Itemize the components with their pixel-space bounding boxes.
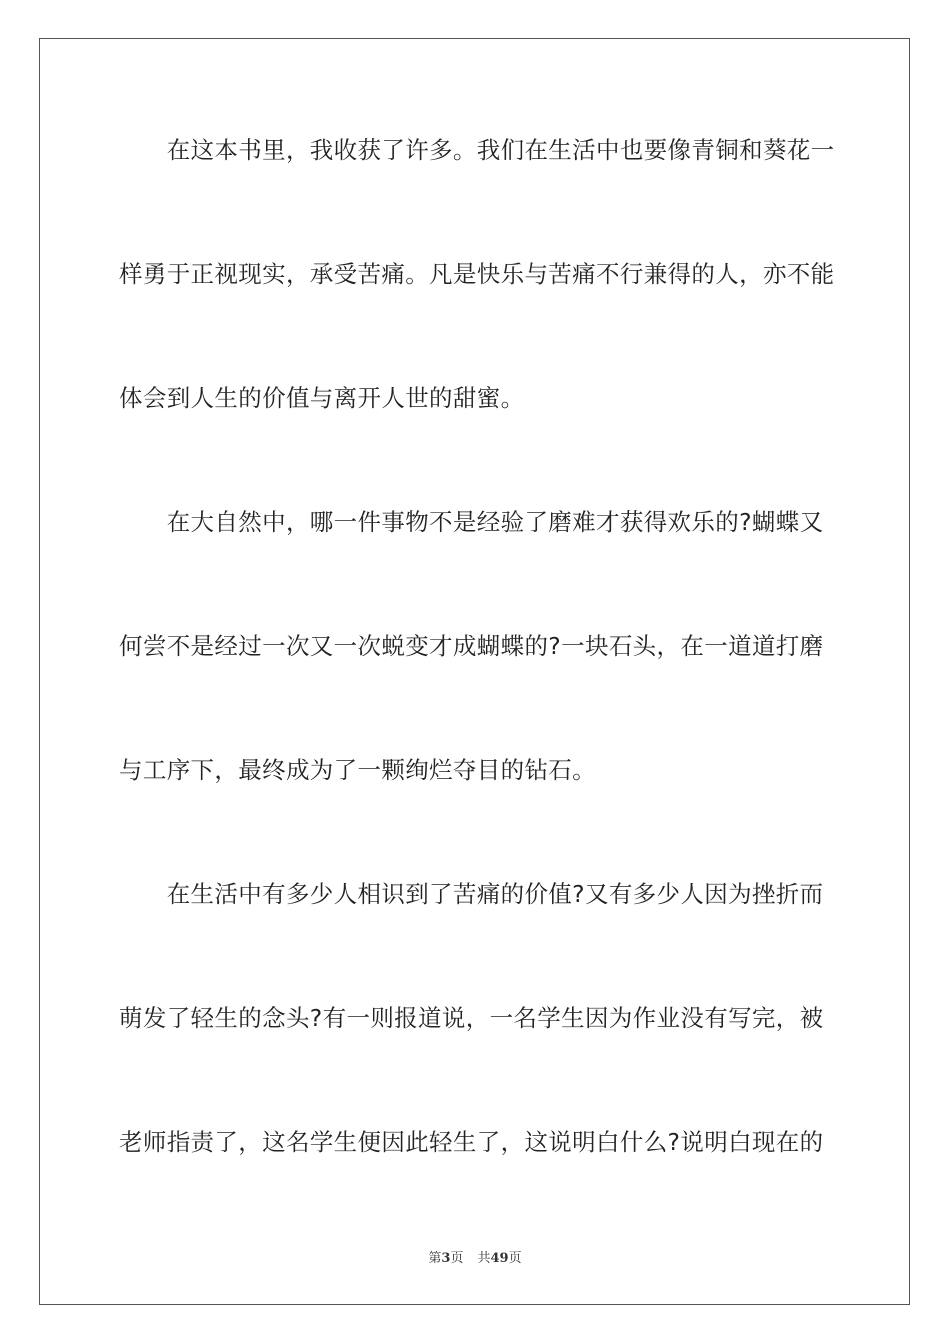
text-line-7: 在生活中有多少人相识到了苦痛的价值?又有多少人因为挫折而 bbox=[119, 880, 824, 908]
page-border bbox=[39, 38, 910, 1305]
page-footer bbox=[0, 1247, 950, 1266]
total-pages: 49 bbox=[490, 1251, 509, 1266]
page-prefix: 第 bbox=[428, 1251, 442, 1266]
text-line-5: 何尝不是经过一次又一次蜕变才成蝴蝶的?一块石头，在一道道打磨 bbox=[119, 632, 824, 660]
text-line-2: 样勇于正视现实，承受苦痛。凡是快乐与苦痛不行兼得的人，亦不能 bbox=[119, 260, 835, 288]
total-prefix: 共 bbox=[477, 1251, 491, 1266]
text-line-4: 在大自然中，哪一件事物不是经验了磨难才获得欢乐的?蝴蝶又 bbox=[119, 508, 824, 536]
page-suffix: 页 bbox=[450, 1251, 464, 1266]
text-line-1: 在这本书里，我收获了许多。我们在生活中也要像青铜和葵花一 bbox=[119, 136, 835, 164]
page-number: 3 bbox=[441, 1251, 451, 1266]
text-line-3: 体会到人生的价值与离开人世的甜蜜。 bbox=[119, 384, 525, 412]
total-suffix: 页 bbox=[508, 1251, 522, 1266]
text-line-9: 老师指责了，这名学生便因此轻生了，这说明白什么?说明白现在的 bbox=[119, 1128, 824, 1156]
text-line-6: 与工序下，最终成为了一颗绚烂夺目的钻石。 bbox=[119, 756, 596, 784]
text-line-8: 萌发了轻生的念头?有一则报道说，一名学生因为作业没有写完，被 bbox=[119, 1004, 824, 1032]
